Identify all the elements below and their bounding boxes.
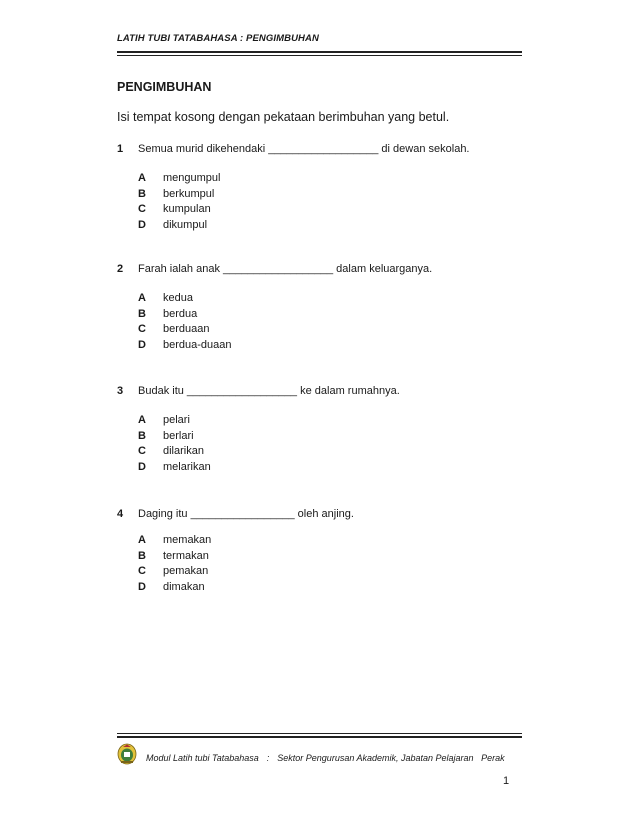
option-letter: B xyxy=(138,307,146,320)
question-text xyxy=(138,263,432,275)
option-letter: B xyxy=(138,549,146,562)
page-number: 1 xyxy=(503,775,510,787)
option-text: berdua-duaan xyxy=(163,338,232,351)
answer-blank: __________________ xyxy=(186,385,298,397)
option-letter: A xyxy=(138,292,146,304)
option-text: dimakan xyxy=(163,580,205,593)
option-letter: C xyxy=(138,323,146,335)
question-text xyxy=(138,385,400,397)
question-text-before: Farah ialah anak xyxy=(138,263,223,275)
footer-rule-thick xyxy=(117,736,522,738)
option-letter: C xyxy=(138,203,146,215)
option-text: melarikan xyxy=(163,460,211,473)
option-text: kedua xyxy=(163,292,193,304)
option-text: termakan xyxy=(163,549,209,562)
question-text-before: Budak itu xyxy=(138,385,187,397)
option-letter: B xyxy=(138,429,146,442)
option-letter: A xyxy=(138,534,146,546)
option-letter: C xyxy=(138,565,146,577)
option-text: berkumpul xyxy=(163,187,215,200)
question-number: 1 xyxy=(117,143,124,155)
section-title: PENGIMBUHAN xyxy=(117,80,212,94)
option-text: mengumpul xyxy=(163,172,221,184)
footer-rule-thin xyxy=(117,733,522,734)
option-text: dikumpul xyxy=(163,218,208,231)
footer-text xyxy=(146,753,505,763)
question-number: 3 xyxy=(117,385,124,397)
question-text-before: Semua murid dikehendaki xyxy=(138,143,269,155)
footer-left-text: Modul Latih tubi Tatabahasa xyxy=(146,753,259,763)
option-text: memakan xyxy=(163,534,212,546)
option-letter: D xyxy=(138,580,146,593)
option-text: dilarikan xyxy=(163,445,204,457)
question-text-before: Daging itu xyxy=(138,508,191,520)
option-text: berlari xyxy=(163,429,194,442)
question-text xyxy=(138,508,354,520)
option-letter: D xyxy=(138,460,146,473)
header-title: LATIH TUBI TATABAHASA : PENGIMBUHAN xyxy=(117,33,319,44)
question-number: 4 xyxy=(117,508,124,520)
option-letter: D xyxy=(138,218,146,231)
question-text xyxy=(138,143,470,155)
question-text-after: di dewan sekolah. xyxy=(378,143,470,155)
page-footer xyxy=(117,733,522,773)
option-letter: A xyxy=(138,414,146,426)
option-letter: B xyxy=(138,187,146,200)
option-text: pelari xyxy=(163,414,190,426)
footer-separator: : xyxy=(266,753,270,763)
answer-blank: __________________ xyxy=(223,263,334,275)
question-text-after: ke dalam rumahnya. xyxy=(297,385,400,397)
question-number: 2 xyxy=(117,263,124,275)
header-rule-thick xyxy=(117,51,522,53)
option-letter: D xyxy=(138,338,146,351)
header-rule-thin xyxy=(117,55,522,56)
option-text: berdua xyxy=(163,307,198,320)
option-text: pemakan xyxy=(163,565,209,577)
page-header xyxy=(117,33,522,44)
option-letter: C xyxy=(138,445,146,457)
question-text-after: dalam keluarganya. xyxy=(333,263,433,275)
footer-right-text: Sektor Pengurusan Akademik, Jabatan Pelajaran Perak xyxy=(277,753,505,763)
answer-blank: __________________ xyxy=(268,143,379,155)
option-letter: A xyxy=(138,172,146,184)
instruction-text: Isi tempat kosong dengan pekataan berimbuhan yang betul. xyxy=(117,110,450,124)
state-crest-logo-icon xyxy=(117,743,137,765)
option-text: kumpulan xyxy=(163,203,211,215)
option-text: berduaan xyxy=(163,323,210,335)
question-text-after: oleh anjing. xyxy=(294,508,354,520)
answer-blank: _________________ xyxy=(190,508,295,520)
